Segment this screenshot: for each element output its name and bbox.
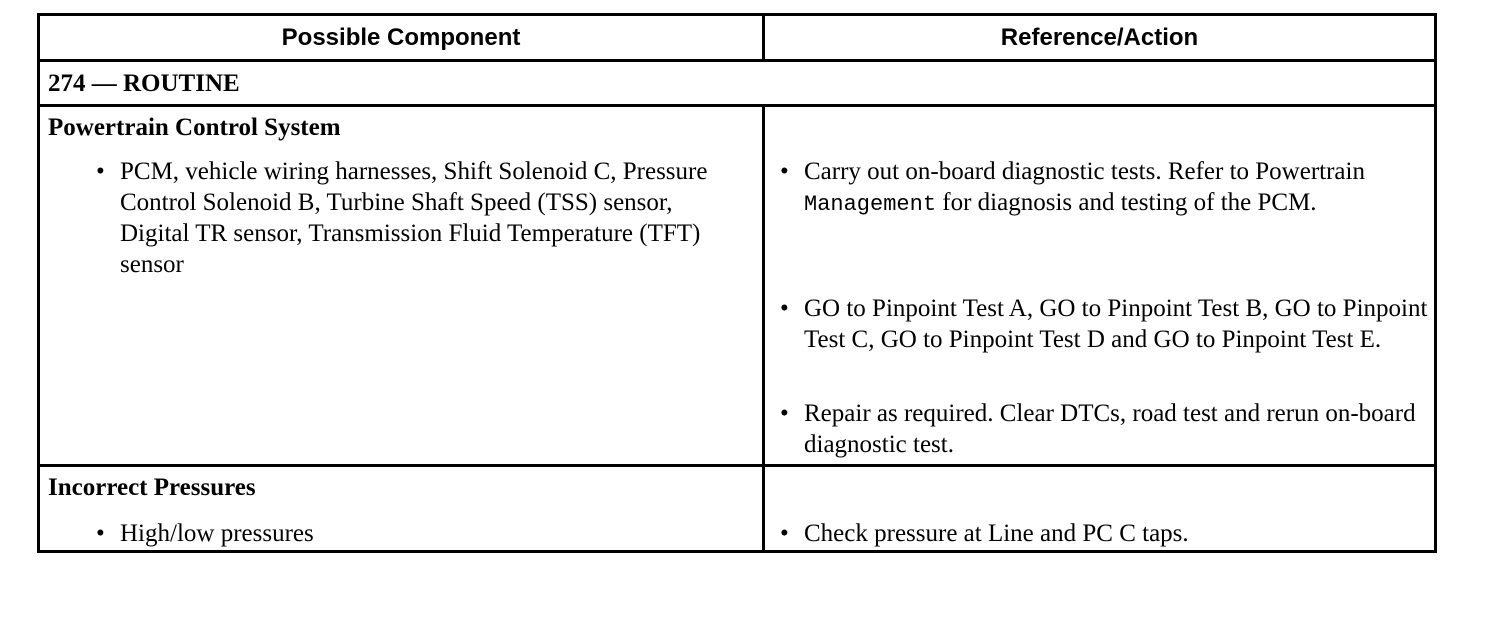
diagnostic-table [37, 13, 1437, 553]
header-reference-action: Reference/Action [1000, 24, 1199, 51]
action-text-part: for diagnosis and testing of the PCM. [936, 189, 1317, 216]
bullet-icon: • [780, 520, 789, 547]
component-bullet-pressures [96, 518, 736, 549]
section-divider [40, 464, 1434, 467]
bullet-icon: • [780, 158, 789, 185]
bullet-icon: • [780, 295, 789, 322]
column-divider-header [762, 16, 765, 59]
routine-divider [40, 104, 1434, 107]
action-text-check-pressure: Check pressure at Line and PC C taps. [804, 520, 1189, 547]
section-title-incorrect-pressures: Incorrect Pressures [48, 474, 256, 501]
section-title-powertrain: Powertrain Control System [48, 114, 341, 141]
column-divider-body [762, 104, 765, 550]
action-text-onboard-tests [780, 156, 1400, 220]
action-bullet-pinpoint-tests [780, 293, 1440, 355]
action-text-repair: Repair as required. Clear DTCs, road test and rerun on-board diagnostic test. [804, 400, 1416, 458]
component-text-pressures: High/low pressures [120, 520, 314, 547]
reference-powertrain-management: Management [804, 192, 937, 217]
action-text-pinpoint-tests: GO to Pinpoint Test A, GO to Pinpoint Test B, GO to Pinpoint Test C, GO to Pinpoint Test D and GO to Pinpoint Test E. [804, 295, 1428, 353]
component-text-powertrain: PCM, vehicle wiring harnesses, Shift Solenoid C, Pressure Control Solenoid B, Turbine Shaft Speed (TSS) sensor, Digital TR sensor, Transmission Fluid Temperature (TFT) sensor [120, 158, 708, 278]
routine-label: 274 — ROUTINE [48, 70, 240, 97]
bullet-icon: • [96, 158, 105, 185]
action-text-part: Carry out on-board diagnostic tests. Refer to Powertrain [804, 158, 1365, 185]
bullet-icon: • [96, 520, 105, 547]
header-possible-component: Possible Component [281, 24, 521, 51]
action-bullet-onboard-tests [780, 156, 1400, 220]
action-bullet-check-pressure [780, 518, 1420, 549]
component-bullet-powertrain [96, 156, 736, 280]
action-bullet-repair [780, 398, 1430, 460]
bullet-icon: • [780, 400, 789, 427]
